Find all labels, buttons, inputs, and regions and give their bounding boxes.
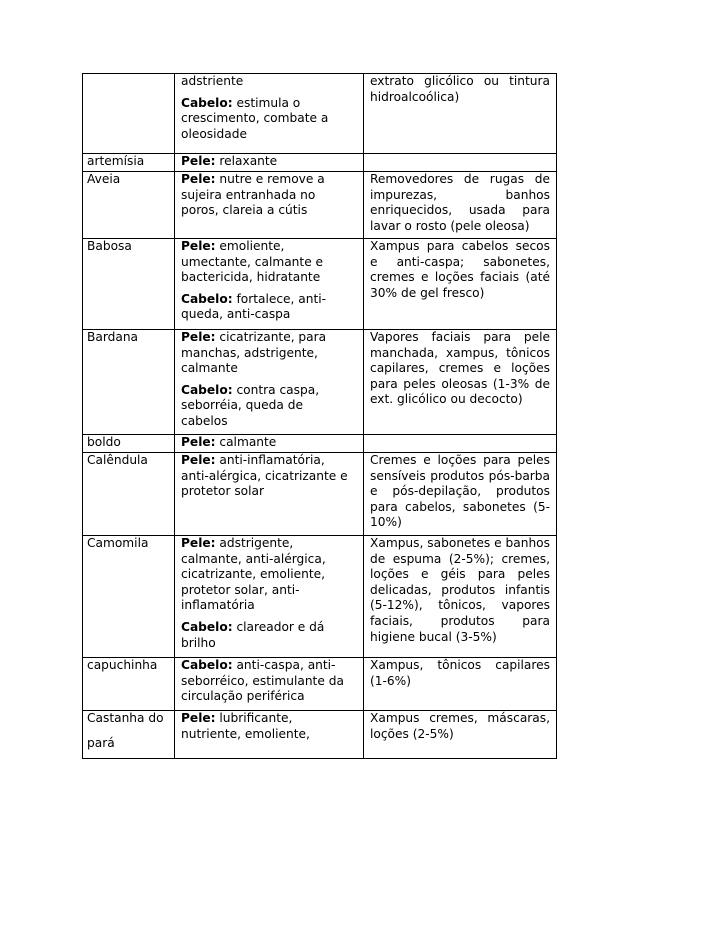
uses-cell: Xampus, sabonetes e banhos de espuma (2-5%); cremes, loções e géis para peles delicadas, produtos infantis (5-12%), tônicos, vapores faciais, produtos para higiene bucal (3-5%) [364,536,557,658]
table-row [83,453,557,536]
uses-cell: Removedores de rugas de impurezas, banhos enriquecidos, usada para lavar o rosto (pele oleosa) [364,172,557,239]
plant-name-cell: Calêndula [83,453,175,536]
table-row [83,74,557,154]
table-row [83,711,557,759]
table-row [83,330,557,435]
table-row [83,658,557,711]
plant-name-cell: Castanha do pará [83,711,175,759]
properties-cell: Pele: nutre e remove a sujeira entranhada no poros, clareia a cútis [175,172,364,239]
properties-cell: Pele: adstrigente, calmante, anti-alérgica, cicatrizante, emoliente, protetor solar, anti- inflamatória Cabelo: clareador e dá brilho [175,536,364,658]
plant-name-cell: Camomila [83,536,175,658]
uses-cell [364,435,557,453]
uses-cell: Xampus cremes, máscaras, loções (2-5%) [364,711,557,759]
table-row [83,536,557,658]
table-row [83,435,557,453]
properties-cell: Pele: lubrificante, nutriente, emoliente, [175,711,364,759]
plant-name-cell: Aveia [83,172,175,239]
properties-cell: Pele: emoliente, umectante, calmante e bactericida, hidratante Cabelo: fortalece, anti- queda, anti-caspa [175,239,364,330]
plant-name-cell: Bardana [83,330,175,435]
uses-cell [364,154,557,172]
plant-properties-table [82,73,557,759]
uses-cell: Xampus, tônicos capilares (1-6%) [364,658,557,711]
properties-cell: Pele: cicatrizante, para manchas, adstrigente, calmante Cabelo: contra caspa, seborréia, queda de cabelos [175,330,364,435]
plant-name-cell: artemísia [83,154,175,172]
properties-cell: Pele: anti-inflamatória, anti-alérgica, cicatrizante e protetor solar [175,453,364,536]
properties-cell: adstriente Cabelo: estimula o crescimento, combate a oleosidade [175,74,364,154]
plant-name-cell [83,74,175,154]
properties-cell: Pele: calmante [175,435,364,453]
table-row [83,154,557,172]
table-row [83,239,557,330]
uses-cell: extrato glicólico ou tintura hidroalcoólica) [364,74,557,154]
uses-cell: Vapores faciais para pele manchada, xampus, tônicos capilares, cremes e loções para peles oleosas (1-3% de ext. glicólico ou decocto) [364,330,557,435]
properties-cell: Pele: relaxante [175,154,364,172]
uses-cell: Cremes e loções para peles sensíveis produtos pós-barba e pós-depilação, produtos para cabelos, sabonetes (5-10%) [364,453,557,536]
table-row [83,172,557,239]
plant-name-cell: boldo [83,435,175,453]
uses-cell: Xampus para cabelos secos e anti-caspa; sabonetes, cremes e loções faciais (até 30% de gel fresco) [364,239,557,330]
plant-name-cell: Babosa [83,239,175,330]
plant-name-cell: capuchinha [83,658,175,711]
properties-cell: Cabelo: anti-caspa, anti- seborréico, estimulante da circulação periférica [175,658,364,711]
